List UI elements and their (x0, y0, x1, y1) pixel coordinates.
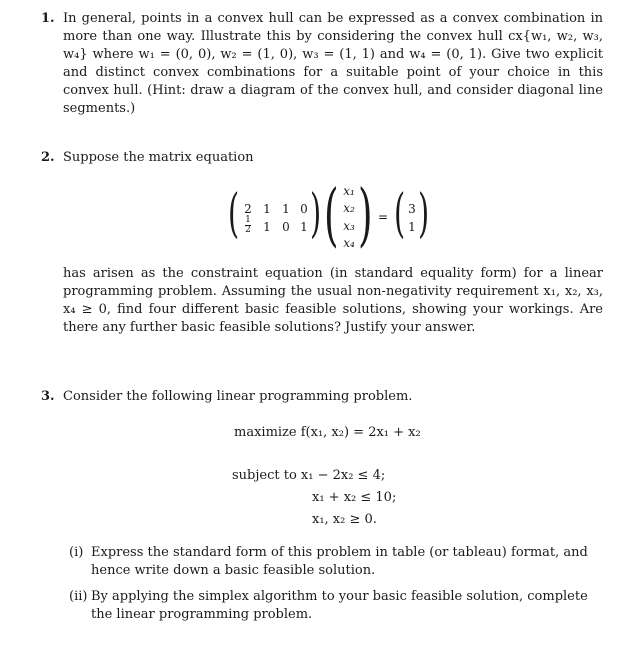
rhs-2: 1 (408, 220, 416, 234)
right-paren: ) (310, 184, 322, 244)
rhs-right-paren: ) (418, 184, 430, 244)
matrix-a24: 1 (300, 220, 308, 234)
vector-x3: x₃ (343, 219, 355, 233)
vector-left-paren: ( (324, 176, 339, 255)
question-2 (41, 149, 603, 167)
question-3-number: 3. (41, 389, 55, 404)
question-1-text: In general, points in a convex hull can be expressed as a convex combination in more than one way. Illustrate this by considering the convex hull cx{w₁, w₂, w₃, w₄} where w₁ = (0, 0), w₂ = (1, 0), w₃ = (1, 1) and w₄ = (0, 1). Give two explicit and distinct convex combinations for a suitable point of your choice in this convex hull. (Hint: draw a diagram of the convex hull, and consider diagonal line segments.) (63, 11, 603, 116)
question-2-body (41, 265, 603, 337)
matrix-a14: 0 (300, 202, 308, 216)
matrix-a12: 1 (263, 202, 271, 216)
vector-x4: x₄ (343, 236, 355, 250)
question-3 (41, 388, 603, 406)
constraint-2: x₁ + x₂ ≤ 10; (312, 490, 397, 505)
fraction-numerator: 1 (245, 215, 251, 225)
question-1 (41, 10, 603, 118)
question-2-intro: Suppose the matrix equation (63, 150, 254, 165)
matrix-a13: 1 (282, 202, 290, 216)
question-2-text: has arisen as the constraint equation (in standard equality form) for a linear programming problem. Assuming the usual non-negativity requirement x₁, x₂, x₃, x₄ ≥ 0, find four different basic feasible solutions, showing your workings. Are there any further basic feasible solutions? Justify your answer. (63, 266, 603, 335)
objective-function: maximize f(x₁, x₂) = 2x₁ + x₂ (234, 425, 421, 440)
constraint-1: subject to x₁ − 2x₂ ≤ 4; (232, 468, 386, 483)
matrix-equation (228, 176, 438, 255)
left-paren: ( (228, 184, 240, 244)
matrix-a22: 1 (263, 220, 271, 234)
constraint-3: x₁, x₂ ≥ 0. (312, 512, 377, 527)
question-3-intro: Consider the following linear programming problem. (63, 389, 413, 404)
rhs-left-paren: ( (394, 184, 406, 244)
vector-x2: x₂ (343, 201, 355, 215)
question-2-number: 2. (41, 150, 55, 165)
matrix-a23: 0 (282, 220, 290, 234)
matrix-a21-fraction (244, 216, 252, 235)
part-i-text: Express the standard form of this problem in table (or tableau) format, and hence write down a basic feasible solution. (91, 545, 588, 578)
fraction-denominator: 2 (245, 225, 251, 235)
part-i (69, 544, 602, 580)
question-1-number: 1. (41, 11, 55, 26)
equals-sign: = (377, 210, 389, 224)
part-ii-label: (ii) (69, 589, 88, 604)
part-i-label: (i) (69, 545, 84, 560)
rhs-1: 3 (408, 202, 416, 216)
vector-right-paren: ) (358, 176, 373, 255)
vector-x1: x₁ (343, 184, 355, 198)
part-ii-text: By applying the simplex algorithm to your basic feasible solution, complete the linear programming problem. (91, 589, 588, 622)
matrix-a11: 2 (244, 202, 252, 216)
part-ii (69, 588, 602, 624)
